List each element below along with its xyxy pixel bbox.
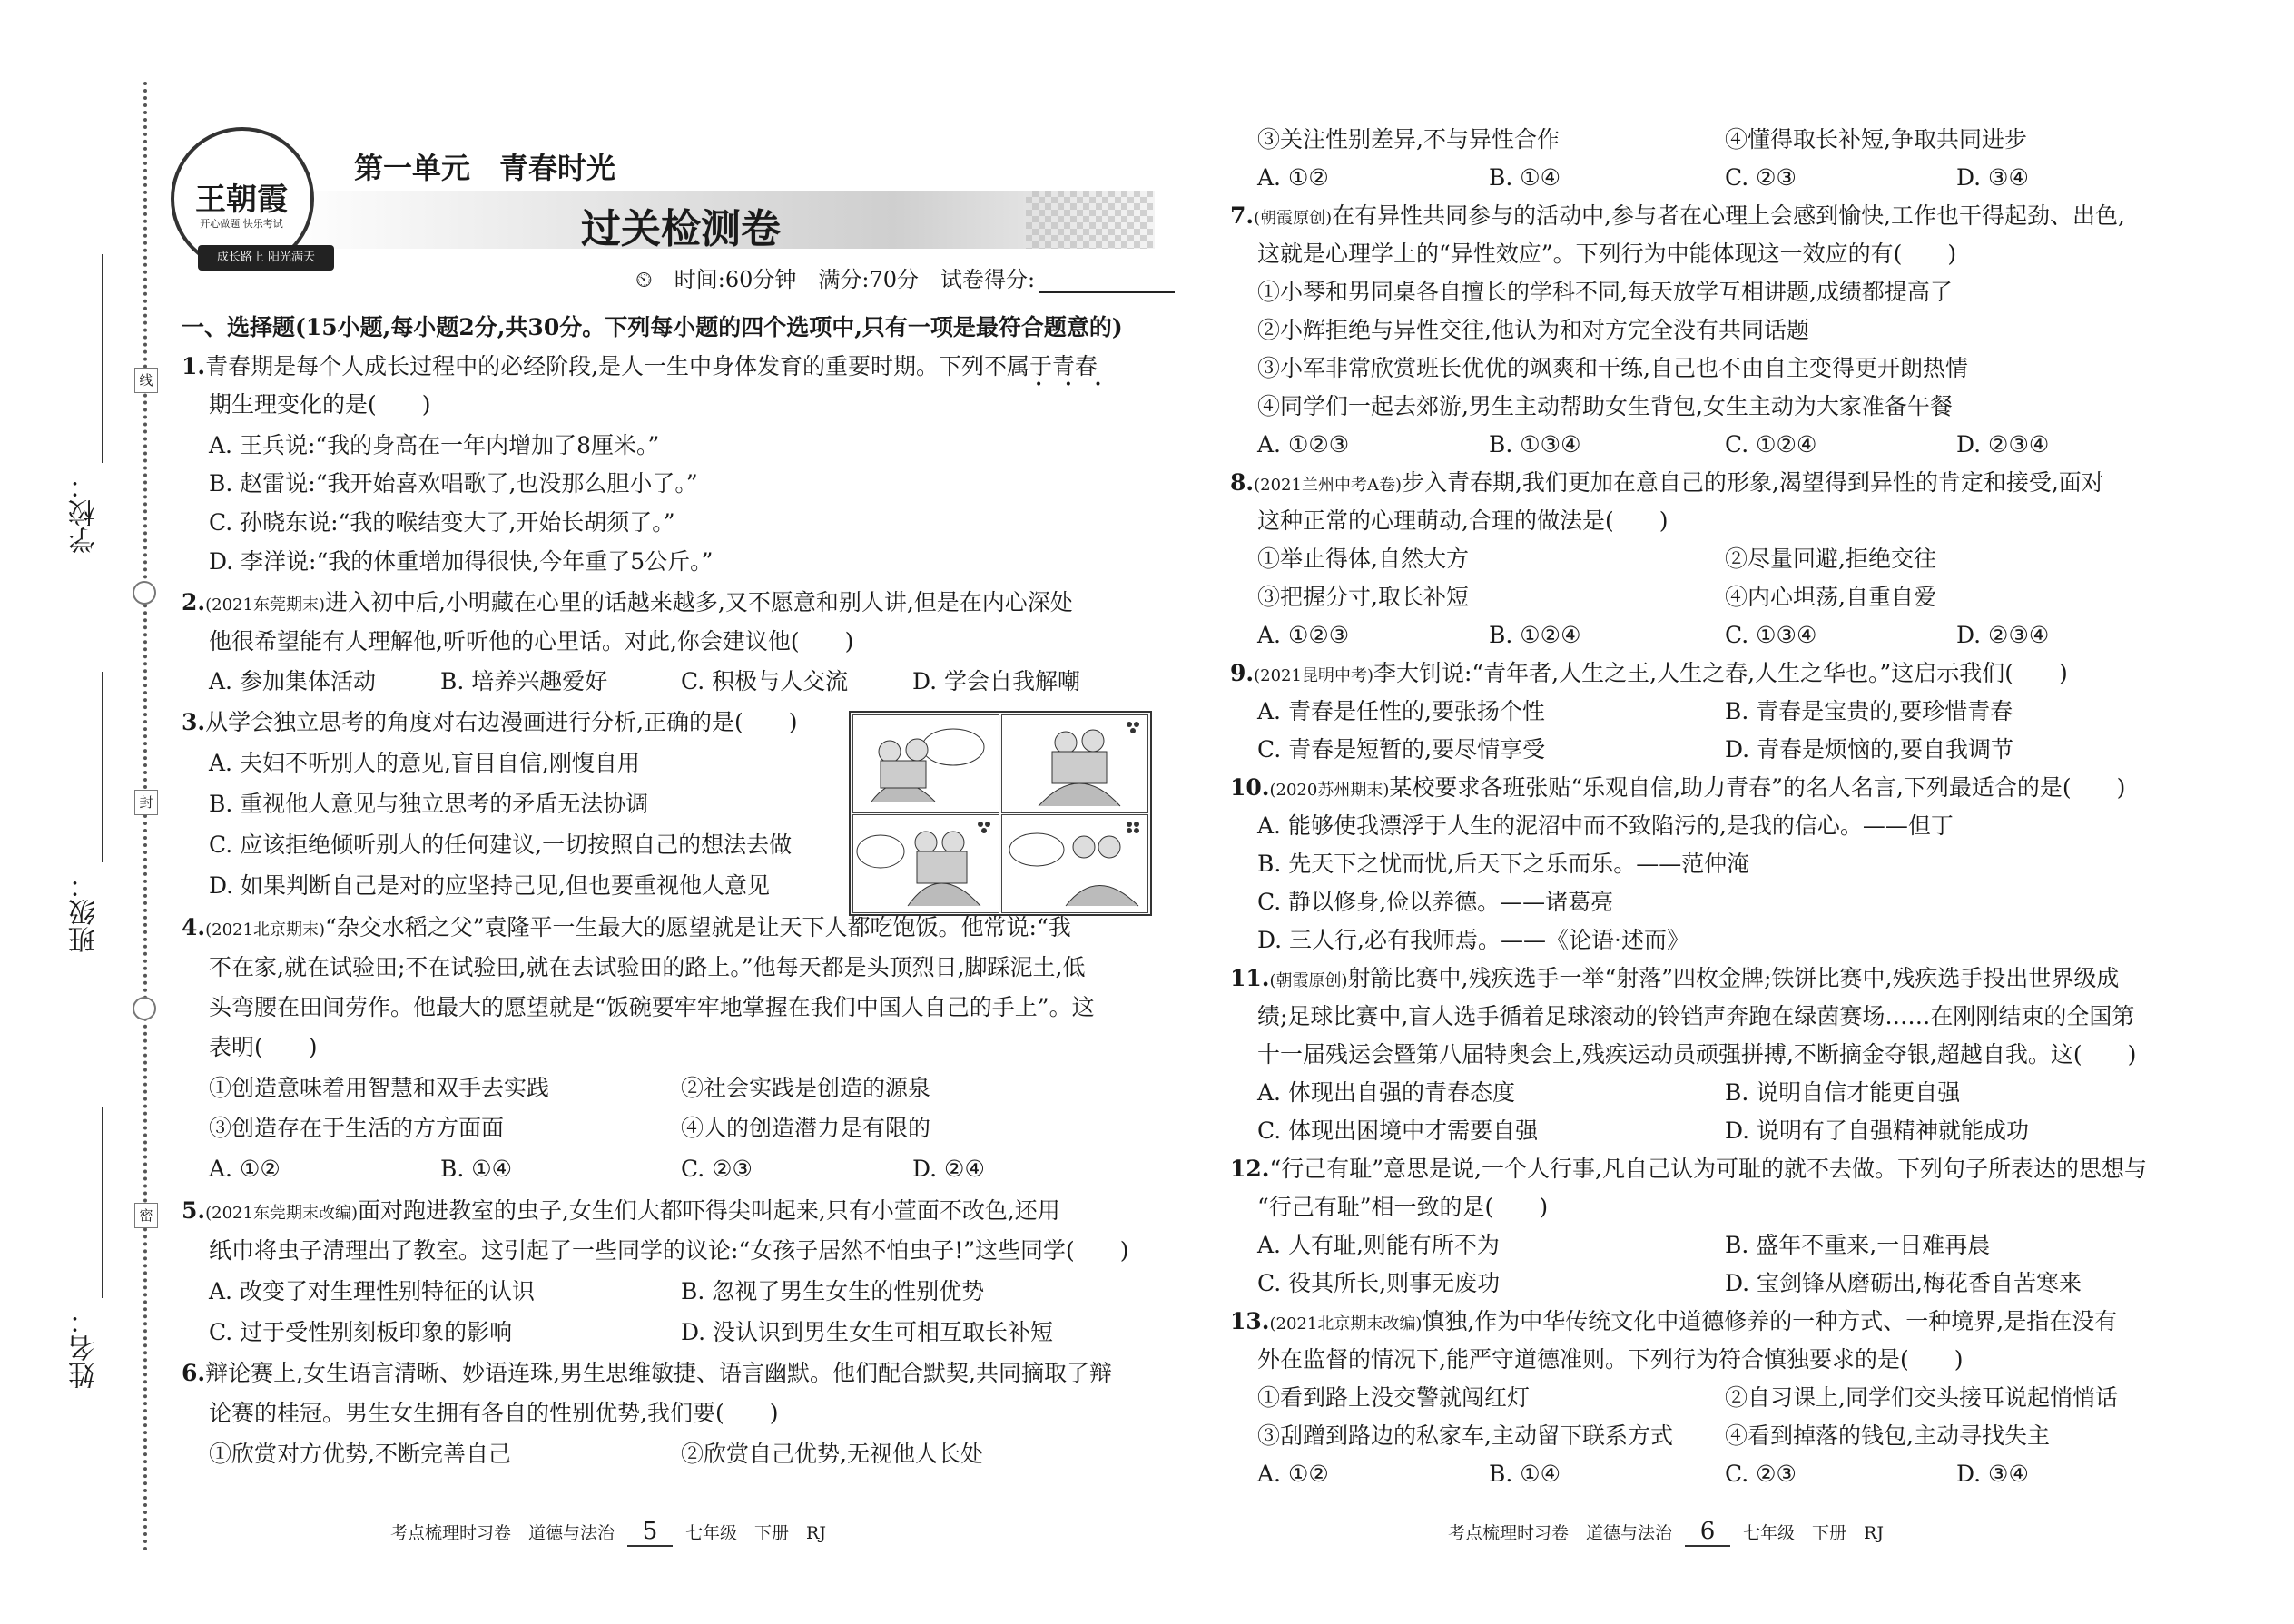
page-number: 6 xyxy=(1685,1518,1730,1547)
q8-option-a[interactable]: A. ①②③ xyxy=(1257,622,1350,648)
name-fill-line[interactable] xyxy=(102,1107,103,1298)
q2-option-c[interactable]: C. 积极与人交流 xyxy=(681,668,849,694)
q1-option-d[interactable]: D. 李洋说:“我的体重增加得很快,今年重了5公斤。” xyxy=(209,548,714,575)
q6-statement-4: ④懂得取长补短,争取共同进步 xyxy=(1725,126,2027,153)
q3-comic-illustration xyxy=(849,711,1152,916)
q3-option-d[interactable]: D. 如果判断自己是对的应坚持己见,但也要重视他人意见 xyxy=(209,872,770,899)
q13-statement-4: ④看到掉落的钱包,主动寻找失主 xyxy=(1725,1422,2050,1449)
q5-stem-line2: 纸巾将虫子清理出了教室。这引起了一些同学的议论:“女孩子居然不怕虫子!”这些同学( ) xyxy=(209,1237,1129,1264)
q8-statement-3: ③把握分寸,取长补短 xyxy=(1257,584,1469,610)
q7-statement-2: ②小辉拒绝与异性交往,他认为和对方完全没有共同话题 xyxy=(1257,317,1809,343)
binding-hole xyxy=(133,581,156,605)
q2-stem-line1: 2.(2021东莞期末)进入初中后,小明藏在心里的话越来越多,又不愿意和别人讲,但是在内心深处 xyxy=(182,589,1073,615)
q4-stem-line3: 头弯腰在田间劳作。他最大的愿望就是“饭碗要牢牢地掌握在我们中国人自己的手上”。这 xyxy=(209,994,1095,1020)
full-score-label: 满分:70分 xyxy=(818,267,919,292)
q5-option-c[interactable]: C. 过于受性别刻板印象的影响 xyxy=(209,1319,513,1345)
q4-option-d[interactable]: D. ②④ xyxy=(912,1156,985,1182)
q13-option-b[interactable]: B. ①④ xyxy=(1489,1461,1561,1487)
footer-grade: 七年级 下册 RJ xyxy=(1743,1523,1884,1543)
q4-stem-line1: 4.(2021北京期末)“杂交水稻之父”袁隆平一生最大的愿望就是让天下人都吃饱饭。他常说:“我 xyxy=(182,914,1071,940)
comic-panel-3 xyxy=(852,814,999,913)
q4-statement-1: ①创造意味着用智慧和双手去实践 xyxy=(209,1075,550,1101)
q4-option-c[interactable]: C. ②③ xyxy=(681,1156,753,1182)
q1-emphasis-dots: • • • xyxy=(1035,378,1111,392)
q5-option-d[interactable]: D. 没认识到男生女生可相互取长补短 xyxy=(681,1319,1054,1345)
q5-option-b[interactable]: B. 忽视了男生女生的性别优势 xyxy=(681,1278,985,1304)
q6-option-c[interactable]: C. ②③ xyxy=(1725,164,1797,191)
q9-option-c[interactable]: C. 青春是短暂的,要尽情享受 xyxy=(1257,736,1546,763)
section-heading: 一、选择题(15小题,每小题2分,共30分。下列每小题的四个选项中,只有一项是最符合题意的) xyxy=(182,314,1123,340)
class-label: 班级： xyxy=(69,871,101,953)
q1-option-c[interactable]: C. 孙晓东说:“我的喉结变大了,开始长胡须了。” xyxy=(209,509,675,536)
logo-slogan: 开心做题 快乐考试 xyxy=(200,218,283,230)
q9-option-d[interactable]: D. 青春是烦恼的,要自我调节 xyxy=(1725,736,2013,763)
q6-stem-line2: 论赛的桂冠。男生女生拥有各自的性别优势,我们要( ) xyxy=(209,1400,779,1426)
q1-option-b[interactable]: B. 赵雷说:“我开始喜欢唱歌了,也没那么胆小了。” xyxy=(209,470,698,497)
q7-option-d[interactable]: D. ②③④ xyxy=(1956,431,2050,458)
q9-option-b[interactable]: B. 青春是宝贵的,要珍惜青春 xyxy=(1725,698,2013,724)
q12-option-b[interactable]: B. 盛年不重来,一日难再晨 xyxy=(1725,1232,1991,1258)
q9-option-a[interactable]: A. 青春是任性的,要张扬个性 xyxy=(1257,698,1545,724)
header-checker-pattern xyxy=(1026,191,1153,249)
q7-statement-4: ④同学们一起去郊游,男生主动帮助女生背包,女生主动为大家准备午餐 xyxy=(1257,393,1953,419)
binding-char-xian: 线 xyxy=(134,368,158,393)
comic-panel-4 xyxy=(1001,814,1148,913)
q5-option-a[interactable]: A. 改变了对生理性别特征的认识 xyxy=(209,1278,535,1304)
q10-option-c[interactable]: C. 静以修身,俭以养德。——诸葛亮 xyxy=(1257,889,1614,915)
q3-option-b[interactable]: B. 重视他人意见与独立思考的矛盾无法协调 xyxy=(209,791,649,817)
class-fill-line[interactable] xyxy=(102,672,103,862)
q8-option-b[interactable]: B. ①②④ xyxy=(1489,622,1581,648)
q10-option-a[interactable]: A. 能够使我漂浮于人生的泥沼中而不致陷污的,是我的信心。——但丁 xyxy=(1257,812,1954,839)
footer-book-title: 考点梳理时习卷 道德与法治 xyxy=(390,1523,615,1543)
q13-statement-2: ②自习课上,同学们交头接耳说起悄悄话 xyxy=(1725,1384,2118,1411)
q7-stem-line1: 7.(朝霞原创)在有异性共同参与的活动中,参与者在心理上会感到愉快,工作也干得起劲、出色, xyxy=(1230,202,2125,229)
q4-stem-line2: 不在家,就在试验田;不在试验田,就在去试验田的路上。”他每天都是头顶烈日,脚踩泥土,低 xyxy=(209,954,1086,980)
q11-stem-line1: 11.(朝霞原创)射箭比赛中,残疾选手一举“射落”四枚金牌;铁饼比赛中,残疾选手投出世界级成 xyxy=(1230,965,2120,991)
school-fill-line[interactable] xyxy=(102,254,103,463)
q8-statement-2: ②尽量回避,拒绝交往 xyxy=(1725,546,1936,572)
name-label: 姓名： xyxy=(69,1307,101,1389)
time-label: 时间:60分钟 xyxy=(674,267,797,292)
q13-option-a[interactable]: A. ①② xyxy=(1257,1461,1329,1487)
q11-stem-line2: 绩;足球比赛中,盲人选手循着足球滚动的铃铛声奔跑在绿茵赛场……在刚刚结束的全国第 xyxy=(1257,1003,2135,1029)
q6-statement-2: ②欣赏自己优势,无视他人长处 xyxy=(681,1441,983,1467)
q12-stem-line2: “行己有耻”相一致的是( ) xyxy=(1257,1194,1549,1220)
q2-option-a[interactable]: A. 参加集体活动 xyxy=(209,668,376,694)
q11-stem-line3: 十一届残运会暨第八届特奥会上,残疾运动员顽强拼搏,不断摘金夺银,超越自我。这( ) xyxy=(1257,1041,2137,1068)
footer-left xyxy=(390,1518,826,1547)
exam-title: 过关检测卷 xyxy=(581,206,781,252)
q12-stem-line1: 12.“行己有耻”意思是说,一个人行事,凡自己认为可耻的就不去做。下列句子所表达的思想与 xyxy=(1230,1156,2147,1182)
q2-option-b[interactable]: B. 培养兴趣爱好 xyxy=(440,668,608,694)
q11-option-d[interactable]: D. 说明有了自强精神就能成功 xyxy=(1725,1117,2030,1144)
logo-ribbon: 成长路上 阳光满天 xyxy=(198,245,334,271)
q13-stem-line1: 13.(2021北京期末改编)慎独,作为中华传统文化中道德修养的一种方式、一种境界,是指在没有 xyxy=(1230,1308,2118,1334)
q8-stem-line1: 8.(2021兰州中考A卷)步入青春期,我们更加在意自己的形象,渴望得到异性的肯定和接受,面对 xyxy=(1230,469,2104,496)
q3-option-a[interactable]: A. 夫妇不听别人的意见,盲目自信,刚愎自用 xyxy=(209,750,640,776)
q6-option-a[interactable]: A. ①② xyxy=(1257,164,1329,191)
q10-option-b[interactable]: B. 先天下之忧而忧,后天下之乐而乐。——范仲淹 xyxy=(1257,851,1750,877)
comic-panel-1 xyxy=(852,714,999,813)
q2-stem-line2: 他很希望能有人理解他,听听他的心里话。对此,你会建议他( ) xyxy=(209,628,854,655)
q1-stem-line1: 1.青春期是每个人成长过程中的必经阶段,是人一生中身体发育的重要时期。下列不属于青春 xyxy=(182,353,1098,379)
q13-stem-line2: 外在监督的情况下,能严守道德准则。下列行为符合慎独要求的是( ) xyxy=(1257,1346,1964,1373)
q9-stem: 9.(2021昆明中考)李大钊说:“青年者,人生之王,人生之春,人生之华也。”这启示我们( ) xyxy=(1230,660,2068,686)
q7-option-b[interactable]: B. ①③④ xyxy=(1489,431,1581,458)
unit-title: 第一单元 青春时光 xyxy=(354,151,616,185)
q8-option-c[interactable]: C. ①③④ xyxy=(1725,622,1817,648)
q2-option-d[interactable]: D. 学会自我解嘲 xyxy=(912,668,1081,694)
q5-stem-line1: 5.(2021东莞期末改编)面对跑进教室的虫子,女生们大都吓得尖叫起来,只有小萱面不改色,还用 xyxy=(182,1197,1060,1224)
q1-option-a[interactable]: A. 王兵说:“我的身高在一年内增加了8厘米。” xyxy=(209,432,660,458)
q11-option-a[interactable]: A. 体现出自强的青春态度 xyxy=(1257,1079,1515,1106)
q13-option-c[interactable]: C. ②③ xyxy=(1725,1461,1797,1487)
binding-dotted-line xyxy=(143,82,147,1552)
page-number: 5 xyxy=(627,1518,673,1547)
q8-option-d[interactable]: D. ②③④ xyxy=(1956,622,2050,648)
q8-statement-1: ①举止得体,自然大方 xyxy=(1257,546,1469,572)
q7-statement-3: ③小军非常欣赏班长优优的飒爽和干练,自己也不由自主变得更开朗热情 xyxy=(1257,355,1968,381)
q4-option-a[interactable]: A. ①② xyxy=(209,1156,281,1182)
q13-statement-3: ③刮蹭到路边的私家车,主动留下联系方式 xyxy=(1257,1422,1673,1449)
binding-char-mi: 密 xyxy=(134,1203,158,1228)
score-label: 试卷得分: xyxy=(940,267,1036,292)
footer-book-title: 考点梳理时习卷 道德与法治 xyxy=(1448,1523,1673,1543)
logo-name: 王朝霞 xyxy=(195,182,288,218)
comic-panel-2 xyxy=(1001,714,1148,813)
q6-option-b[interactable]: B. ①④ xyxy=(1489,164,1561,191)
q11-option-c[interactable]: C. 体现出困境中才需要自强 xyxy=(1257,1117,1539,1144)
q7-option-c[interactable]: C. ①②④ xyxy=(1725,431,1817,458)
q7-option-a[interactable]: A. ①②③ xyxy=(1257,431,1350,458)
q12-option-d[interactable]: D. 宝剑锋从磨砺出,梅花香自苦寒来 xyxy=(1725,1270,2082,1296)
q6-statement-3: ③关注性别差异,不与异性合作 xyxy=(1257,126,1560,153)
score-input-line[interactable] xyxy=(1039,271,1175,293)
q13-statement-1: ①看到路上没交警就闯红灯 xyxy=(1257,1384,1531,1411)
q4-stem-line4: 表明( ) xyxy=(209,1034,318,1060)
q13-option-d[interactable]: D. ③④ xyxy=(1956,1461,2029,1487)
clock-icon: ⏲ xyxy=(635,267,653,292)
q1-stem-line2: 期生理变化的是( ) xyxy=(209,391,431,418)
q7-statement-1: ①小琴和男同桌各自擅长的学科不同,每天放学互相讲题,成绩都提高了 xyxy=(1257,279,1953,305)
q11-option-b[interactable]: B. 说明自信才能更自强 xyxy=(1725,1079,1961,1106)
footer-right xyxy=(1448,1518,1884,1547)
q8-statement-4: ④内心坦荡,自重自爱 xyxy=(1725,584,1936,610)
footer-grade: 七年级 下册 RJ xyxy=(685,1523,826,1543)
exam-meta xyxy=(635,261,1196,293)
binding-char-feng: 封 xyxy=(134,790,158,815)
q4-statement-2: ②社会实践是创造的源泉 xyxy=(681,1075,931,1101)
q10-option-d[interactable]: D. 三人行,必有我师焉。——《论语·述而》 xyxy=(1257,927,1689,953)
q8-stem-line2: 这种正常的心理萌动,合理的做法是( ) xyxy=(1257,507,1669,534)
school-label: 学校： xyxy=(69,472,101,554)
q3-option-c[interactable]: C. 应该拒绝倾听别人的任何建议,一切按照自己的想法去做 xyxy=(209,832,793,858)
q12-option-a[interactable]: A. 人有耻,则能有所不为 xyxy=(1257,1232,1500,1258)
binding-hole xyxy=(133,997,156,1020)
q4-statement-3: ③创造存在于生活的方方面面 xyxy=(209,1115,505,1141)
q3-stem: 3.从学会独立思考的角度对右边漫画进行分析,正确的是( ) xyxy=(182,709,798,735)
q6-statement-1: ①欣赏对方优势,不断完善自己 xyxy=(209,1441,511,1467)
q12-option-c[interactable]: C. 役其所长,则事无废功 xyxy=(1257,1270,1501,1296)
q4-statement-4: ④人的创造潜力是有限的 xyxy=(681,1115,931,1141)
q10-stem: 10.(2020苏州期末)某校要求各班张贴“乐观自信,助力青春”的名人名言,下列最适合的是( ) xyxy=(1230,774,2126,801)
q7-stem-line2: 这就是心理学上的“异性效应”。下列行为中能体现这一效应的有( ) xyxy=(1257,241,1957,267)
q6-option-d[interactable]: D. ③④ xyxy=(1956,164,2029,191)
q6-stem-line1: 6.辩论赛上,女生语言清晰、妙语连珠,男生思维敏捷、语言幽默。他们配合默契,共同摘取了辩 xyxy=(182,1360,1112,1386)
q4-option-b[interactable]: B. ①④ xyxy=(440,1156,513,1182)
